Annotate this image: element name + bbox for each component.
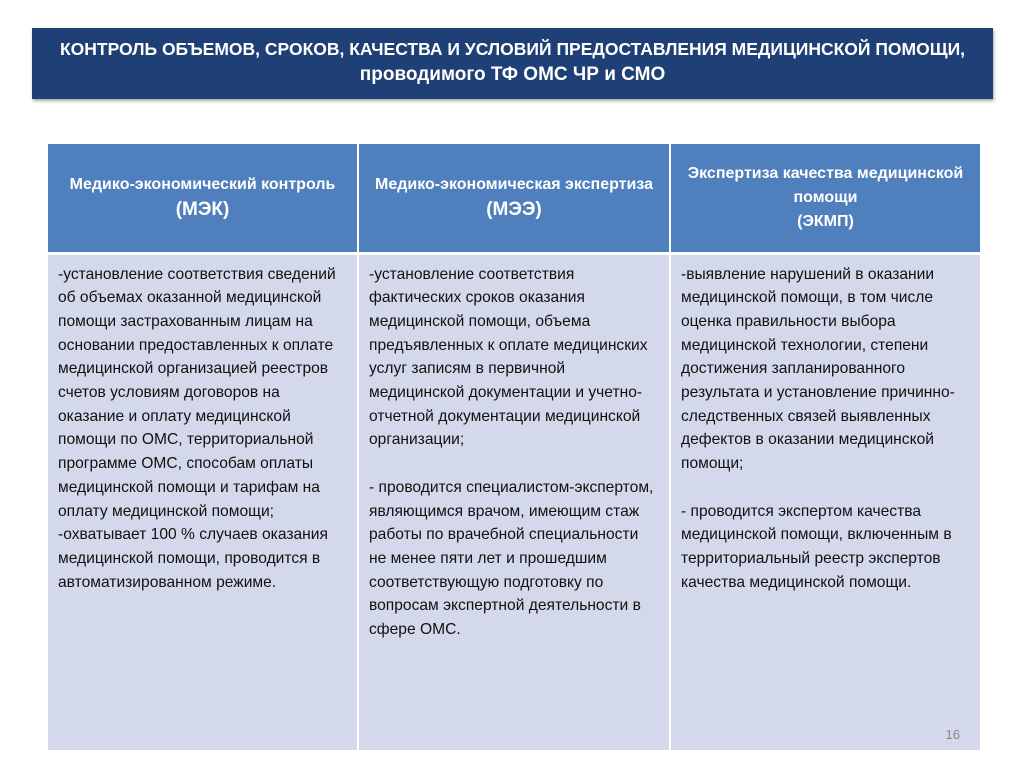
header-mee-abbr: (МЭЭ) xyxy=(486,198,542,220)
slide-subtitle: проводимого ТФ ОМС ЧР и СМО xyxy=(359,64,666,85)
header-mek xyxy=(48,144,358,253)
cell-mek xyxy=(48,253,358,750)
header-ekmp-title: Экспертиза качества медицинской помощи xyxy=(687,164,964,206)
table-row xyxy=(48,253,980,750)
title-banner xyxy=(32,28,993,99)
page-number: 16 xyxy=(945,727,960,742)
mek-paragraph-2: -охватывает 100 % случаев оказания медицинской помощи, проводится в автоматизированном режиме. xyxy=(58,526,328,591)
slide-title: КОНТРОЛЬ ОБЪЕМОВ, СРОКОВ, КАЧЕСТВА И УСЛОВИЙ ПРЕДОСТАВЛЕНИЯ МЕДИЦИНСКОЙ ПОМОЩИ, xyxy=(59,39,966,59)
comparison-table xyxy=(48,144,980,750)
mee-paragraph-1: -установление соответствия фактических сроков оказания медицинской помощи, объема предъявленных к оплате медицинских услуг записям в первичной медицинской документации и учетно-отчетной документации медицинской организации; xyxy=(369,265,648,449)
header-mek-title: Медико-экономический контроль xyxy=(69,175,336,193)
control-types-table xyxy=(48,144,980,750)
ekmp-paragraph-2: - проводится экспертом качества медицинской помощи, включенным в территориальный реестр экспертов качества медицинской помощи. xyxy=(681,502,952,591)
ekmp-paragraph-1: -выявление нарушений в оказании медицинской помощи, в том числе оценка правильности выбора медицинской технологии, степени достижения запланированного результата и установление причинно-следственных связей выявленных дефектов в оказании медицинской помощи; xyxy=(681,265,955,473)
cell-mee xyxy=(358,253,670,750)
cell-ekmp xyxy=(670,253,980,750)
header-ekmp xyxy=(670,144,980,253)
header-mek-abbr: (МЭК) xyxy=(175,198,230,220)
header-mee-title: Медико-экономическая экспертиза xyxy=(375,175,653,193)
mee-paragraph-2: - проводится специалистом-экспертом, являющимся врачом, имеющим стаж работы по врачебной специальности не менее пяти лет и прошедшим соответствующую подготовку по вопросам экспертной деятельности в сфере ОМС. xyxy=(369,478,654,639)
header-ekmp-abbr: (ЭКМП) xyxy=(797,212,854,230)
header-mee xyxy=(358,144,670,253)
mek-paragraph-1: -установление соответствия сведений об объемах оказанной медицинской помощи застрахованным лицам на основании предоставленных к оплате медицинской организацией реестров счетов условиям договоров на оказание и оплату медицинской помощи по ОМС, территориальной программе ОМС, способам оплаты медицинской помощи и тарифам на оплату медицинской помощи; xyxy=(58,265,336,520)
table-header-row xyxy=(48,144,980,253)
